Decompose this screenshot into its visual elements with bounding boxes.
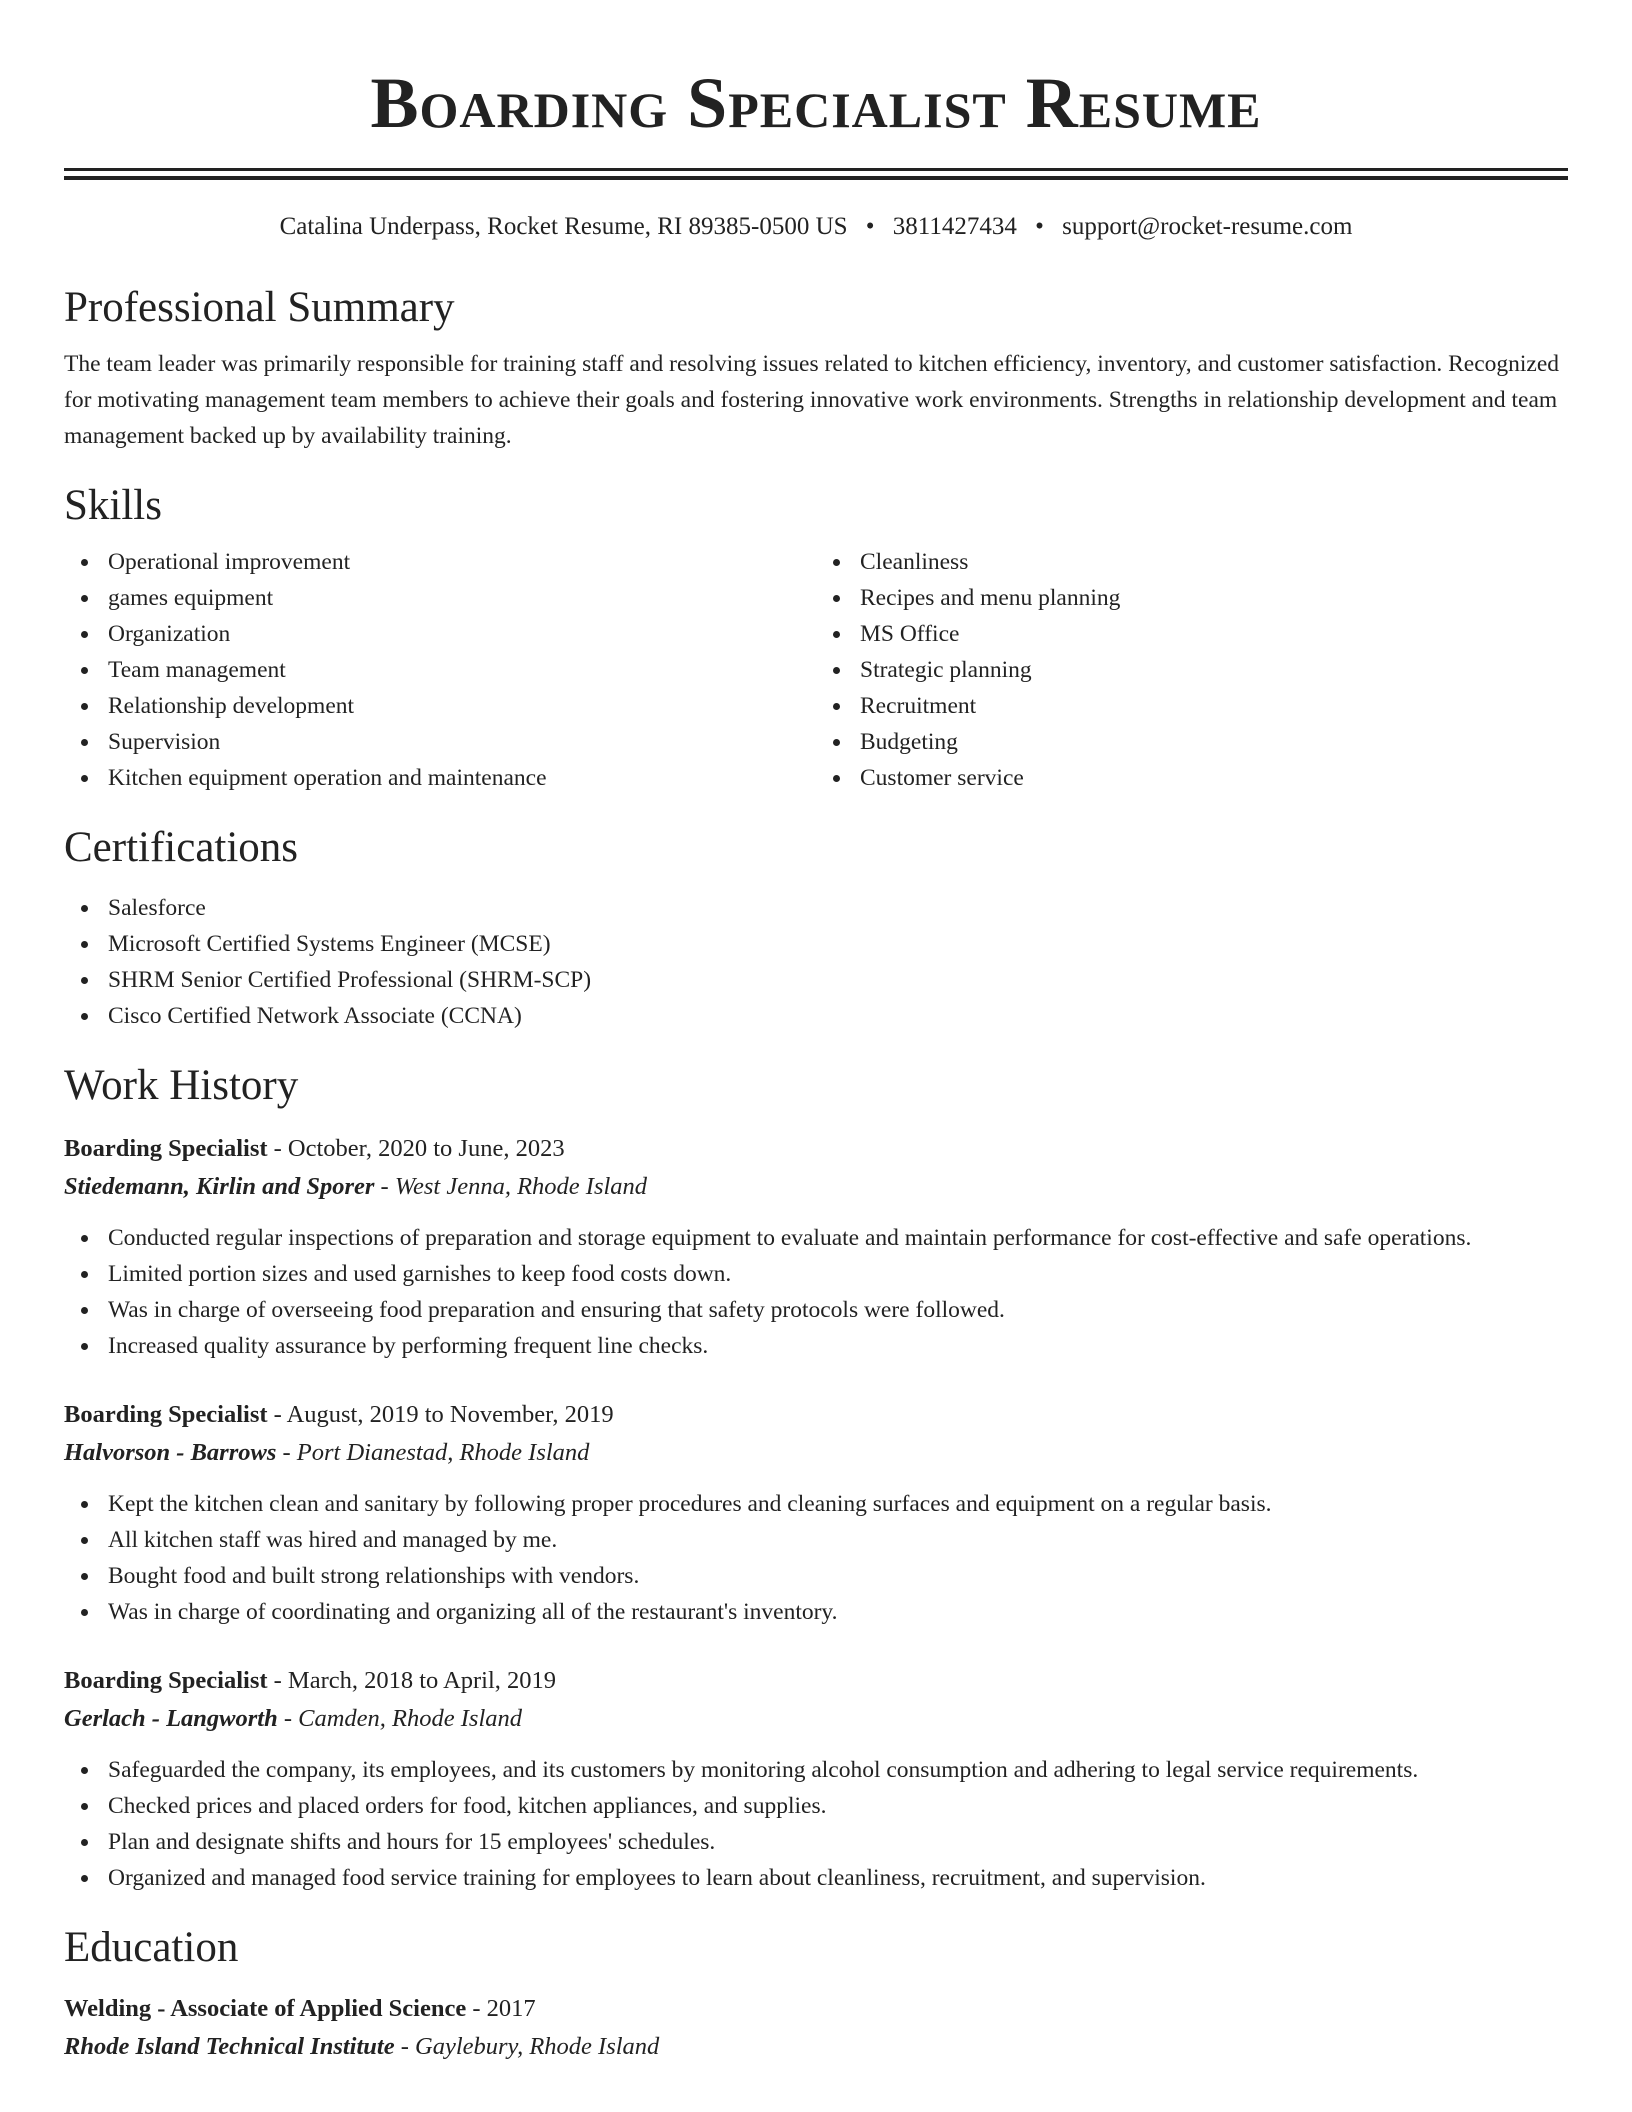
- school-name: Rhode Island Technical Institute: [64, 2033, 395, 2060]
- section-heading: Education: [64, 1924, 239, 1971]
- job-duty: Organized and managed food service training for employees to learn about cleanliness, recruitment, and supervision.: [108, 1860, 1568, 1896]
- title-divider: [64, 168, 1568, 180]
- job-duty: Kept the kitchen clean and sanitary by following proper procedures and cleaning surfaces and equipment on a regular basis.: [108, 1486, 1568, 1522]
- job-duty: Limited portion sizes and used garnishes to keep food costs down.: [108, 1256, 1568, 1292]
- skill-item: Supervision: [108, 724, 816, 760]
- job-dates: - August, 2019 to November, 2019: [267, 1401, 614, 1428]
- job-duties-list: [64, 1486, 1568, 1630]
- job-duty: Was in charge of overseeing food preparation and ensuring that safety protocols were followed.: [108, 1292, 1568, 1328]
- certifications-list: [64, 890, 1568, 1034]
- skill-item: Budgeting: [860, 724, 1568, 760]
- degree-line: [64, 1990, 1568, 2028]
- job-duty: Increased quality assurance by performing frequent line checks.: [108, 1328, 1568, 1364]
- certifications-section: [64, 822, 1568, 1034]
- summary-section: [64, 282, 1568, 454]
- school-location: - Gaylebury, Rhode Island: [394, 2033, 660, 2060]
- section-heading: Professional Summary: [64, 284, 455, 331]
- job-duty: Bought food and built strong relationships with vendors.: [108, 1558, 1568, 1594]
- contact-phone: 3811427434: [892, 213, 1017, 240]
- skills-columns: [64, 544, 1568, 796]
- resume-page: [64, 0, 1568, 2066]
- contact-email: support@rocket-resume.com: [1062, 213, 1353, 240]
- skill-item: Recruitment: [860, 688, 1568, 724]
- job-duties-list: [64, 1752, 1568, 1896]
- job-duties-list: [64, 1220, 1568, 1364]
- contact-separator: •: [865, 213, 875, 240]
- summary-text: The team leader was primarily responsible for training staff and resolving issues related to kitchen efficiency, inventory, and customer satisfaction. Recognized for motivating management team members to achieve their goals and fostering innovative work environments. Strengths in relationship development and team management backed up by availability training.: [64, 351, 1560, 449]
- skill-item: Cleanliness: [860, 544, 1568, 580]
- skill-item: MS Office: [860, 616, 1568, 652]
- skill-item: games equipment: [108, 580, 816, 616]
- school-line: [64, 2028, 1568, 2066]
- job-dates: - March, 2018 to April, 2019: [267, 1667, 557, 1694]
- job-title: Boarding Specialist: [64, 1135, 268, 1162]
- education-entry: [64, 1990, 1568, 2066]
- company-line: [64, 1168, 1568, 1206]
- company-name: Gerlach - Langworth: [64, 1705, 278, 1732]
- certification-item: Microsoft Certified Systems Engineer (MCSE): [108, 926, 1568, 962]
- job-duty: Safeguarded the company, its employees, and its customers by monitoring alcohol consumption and adhering to legal service requirements.: [108, 1752, 1568, 1788]
- skills-list-right: [816, 544, 1568, 796]
- skill-item: Strategic planning: [860, 652, 1568, 688]
- certification-item: Cisco Certified Network Associate (CCNA): [108, 998, 1568, 1034]
- job-entry: [64, 1396, 1568, 1630]
- job-entry: [64, 1662, 1568, 1896]
- job-title-line: [64, 1130, 1568, 1168]
- education-section: [64, 1922, 1568, 2066]
- company-location: - Camden, Rhode Island: [277, 1705, 523, 1732]
- section-heading: Certifications: [64, 824, 299, 871]
- company-name: Halvorson - Barrows: [64, 1439, 277, 1466]
- job-dates: - October, 2020 to June, 2023: [267, 1135, 565, 1162]
- certification-item: Salesforce: [108, 890, 1568, 926]
- skill-item: Team management: [108, 652, 816, 688]
- certification-item: SHRM Senior Certified Professional (SHRM-SCP): [108, 962, 1568, 998]
- skill-item: Recipes and menu planning: [860, 580, 1568, 616]
- contact-address: Catalina Underpass, Rocket Resume, RI 89385-0500 US: [279, 213, 848, 240]
- skill-item: Relationship development: [108, 688, 816, 724]
- job-duty: Checked prices and placed orders for food, kitchen appliances, and supplies.: [108, 1788, 1568, 1824]
- job-entry: [64, 1130, 1568, 1364]
- job-duty: Was in charge of coordinating and organizing all of the restaurant's inventory.: [108, 1594, 1568, 1630]
- company-line: [64, 1700, 1568, 1738]
- job-title-line: [64, 1662, 1568, 1700]
- company-location: - West Jenna, Rhode Island: [374, 1173, 648, 1200]
- job-duty: All kitchen staff was hired and managed by me.: [108, 1522, 1568, 1558]
- job-title-line: [64, 1396, 1568, 1434]
- skill-item: Operational improvement: [108, 544, 816, 580]
- section-heading: Work History: [64, 1062, 299, 1109]
- skill-item: Customer service: [860, 760, 1568, 796]
- company-location: - Port Dianestad, Rhode Island: [276, 1439, 590, 1466]
- contact-line: [64, 210, 1568, 244]
- contact-separator: •: [1035, 213, 1044, 240]
- work-history-section: [64, 1060, 1568, 1896]
- page-title: Boarding Specialist Resume: [370, 63, 1262, 143]
- section-heading: Skills: [64, 482, 162, 529]
- skill-item: Kitchen equipment operation and maintenance: [108, 760, 816, 796]
- skills-list-left: [64, 544, 816, 796]
- skills-section: [64, 480, 1568, 796]
- job-title: Boarding Specialist: [64, 1667, 268, 1694]
- degree-year: - 2017: [466, 1995, 536, 2022]
- company-name: Stiedemann, Kirlin and Sporer: [64, 1173, 375, 1200]
- degree-name: Welding - Associate of Applied Science: [64, 1995, 467, 2022]
- company-line: [64, 1434, 1568, 1472]
- job-duty: Plan and designate shifts and hours for 15 employees' schedules.: [108, 1824, 1568, 1860]
- job-duty: Conducted regular inspections of preparation and storage equipment to evaluate and maintain performance for cost-effective and safe operations.: [108, 1220, 1568, 1256]
- skill-item: Organization: [108, 616, 816, 652]
- job-title: Boarding Specialist: [64, 1401, 268, 1428]
